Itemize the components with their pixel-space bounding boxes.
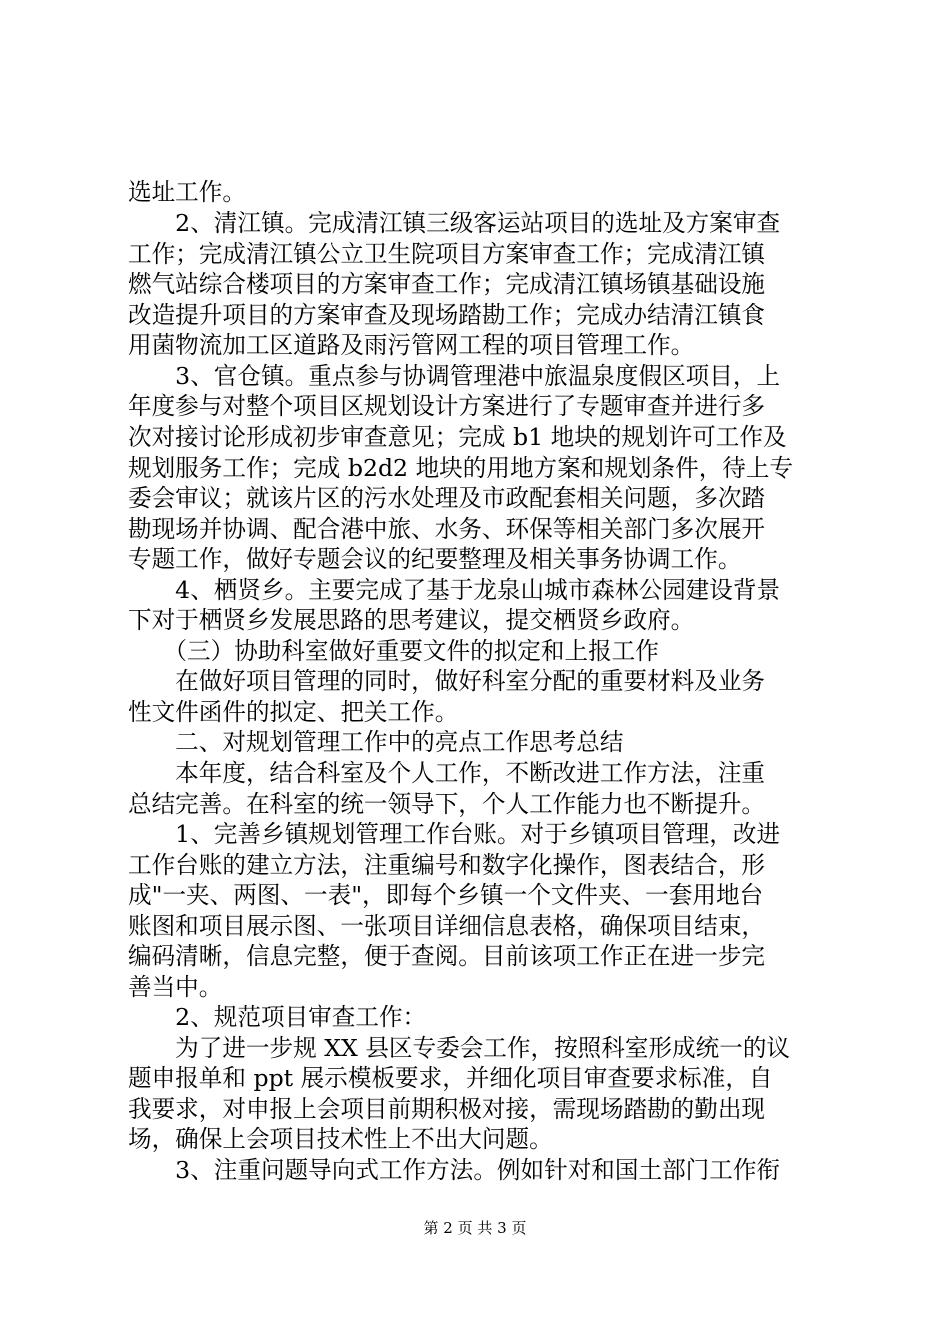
body-line: 2、规范项目审查工作： (128, 1003, 427, 1031)
body-line: 善当中。 (128, 973, 223, 1001)
body-line: 委会审议；就该片区的污水处理及市政配套相关问题，多次踏 (128, 484, 766, 512)
section-heading: 二、对规划管理工作中的亮点工作思考总结 (128, 728, 624, 756)
body-line: 成"一夹、两图、一表"，即每个乡镇一个文件夹、一套用地台 (128, 881, 764, 909)
body-line: 年度参与对整个项目区规划设计方案进行了专题审查并进行多 (128, 392, 766, 420)
body-line: 账图和项目展示图、一张项目详细信息表格，确保项目结束， (128, 912, 766, 940)
body-line: 用菌物流加工区道路及雨污管网工程的项目管理工作。 (128, 331, 695, 359)
body-line: 在做好项目管理的同时，做好科室分配的重要材料及业务 (128, 667, 766, 695)
body-line: 燃气站综合楼项目的方案审查工作；完成清江镇场镇基础设施 (128, 270, 766, 298)
body-line: 下对于栖贤乡发展思路的思考建议，提交栖贤乡政府。 (128, 606, 695, 634)
body-line: 选址工作。 (128, 178, 246, 206)
body-line: 3、注重问题导向式工作方法。例如针对和国土部门工作衔 (128, 1156, 781, 1184)
body-line: 我要求，对申报上会项目前期积极对接，需现场踏勘的勤出现 (128, 1095, 766, 1123)
body-line: 2、清江镇。完成清江镇三级客运站项目的选址及方案审查 (128, 209, 781, 237)
body-line: 为了进一步规 XX 县区专委会工作，按照科室形成统一的议 (128, 1034, 791, 1062)
body-line: 题申报单和 ppt 展示模板要求，并细化项目审查要求标准，自 (128, 1064, 773, 1092)
body-line: 本年度，结合科室及个人工作，不断改进工作方法，注重 (128, 759, 766, 787)
body-line: 工作台账的建立方法，注重编号和数字化操作，图表结合，形 (128, 851, 766, 879)
body-line: 3、官仓镇。重点参与协调管理港中旅温泉度假区项目，上 (128, 362, 781, 390)
body-line: 次对接讨论形成初步审查意见；完成 b1 地块的规划许可工作及 (128, 423, 787, 451)
body-line: 1、完善乡镇规划管理工作台账。对于乡镇项目管理，改进 (128, 820, 781, 848)
body-line: 编码清晰，信息完整，便于查阅。目前该项工作正在进一步完 (128, 942, 766, 970)
page-footer: 第 2 页 共 3 页 (423, 1219, 527, 1237)
body-line: 改造提升项目的方案审查及现场踏勘工作；完成办结清江镇食 (128, 301, 766, 329)
body-line: 工作；完成清江镇公立卫生院项目方案审查工作；完成清江镇 (128, 240, 766, 268)
body-line: 4、栖贤乡。主要完成了基于龙泉山城市森林公园建设背景 (128, 576, 781, 604)
body-line: 专题工作，做好专题会议的纪要整理及相关事务协调工作。 (128, 545, 742, 573)
body-line: 规划服务工作；完成 b2d2 地块的用地方案和规划条件，待上专 (128, 454, 794, 482)
body-line: 勘现场并协调、配合港中旅、水务、环保等相关部门多次展开 (128, 515, 766, 543)
body-line: 总结完善。在科室的统一领导下，个人工作能力也不断提升。 (128, 790, 766, 818)
body-line: 场，确保上会项目技术性上不出大问题。 (128, 1125, 553, 1153)
section-heading: （三）协助科室做好重要文件的拟定和上报工作 (128, 637, 659, 665)
body-line: 性文件函件的拟定、把关工作。 (128, 698, 459, 726)
